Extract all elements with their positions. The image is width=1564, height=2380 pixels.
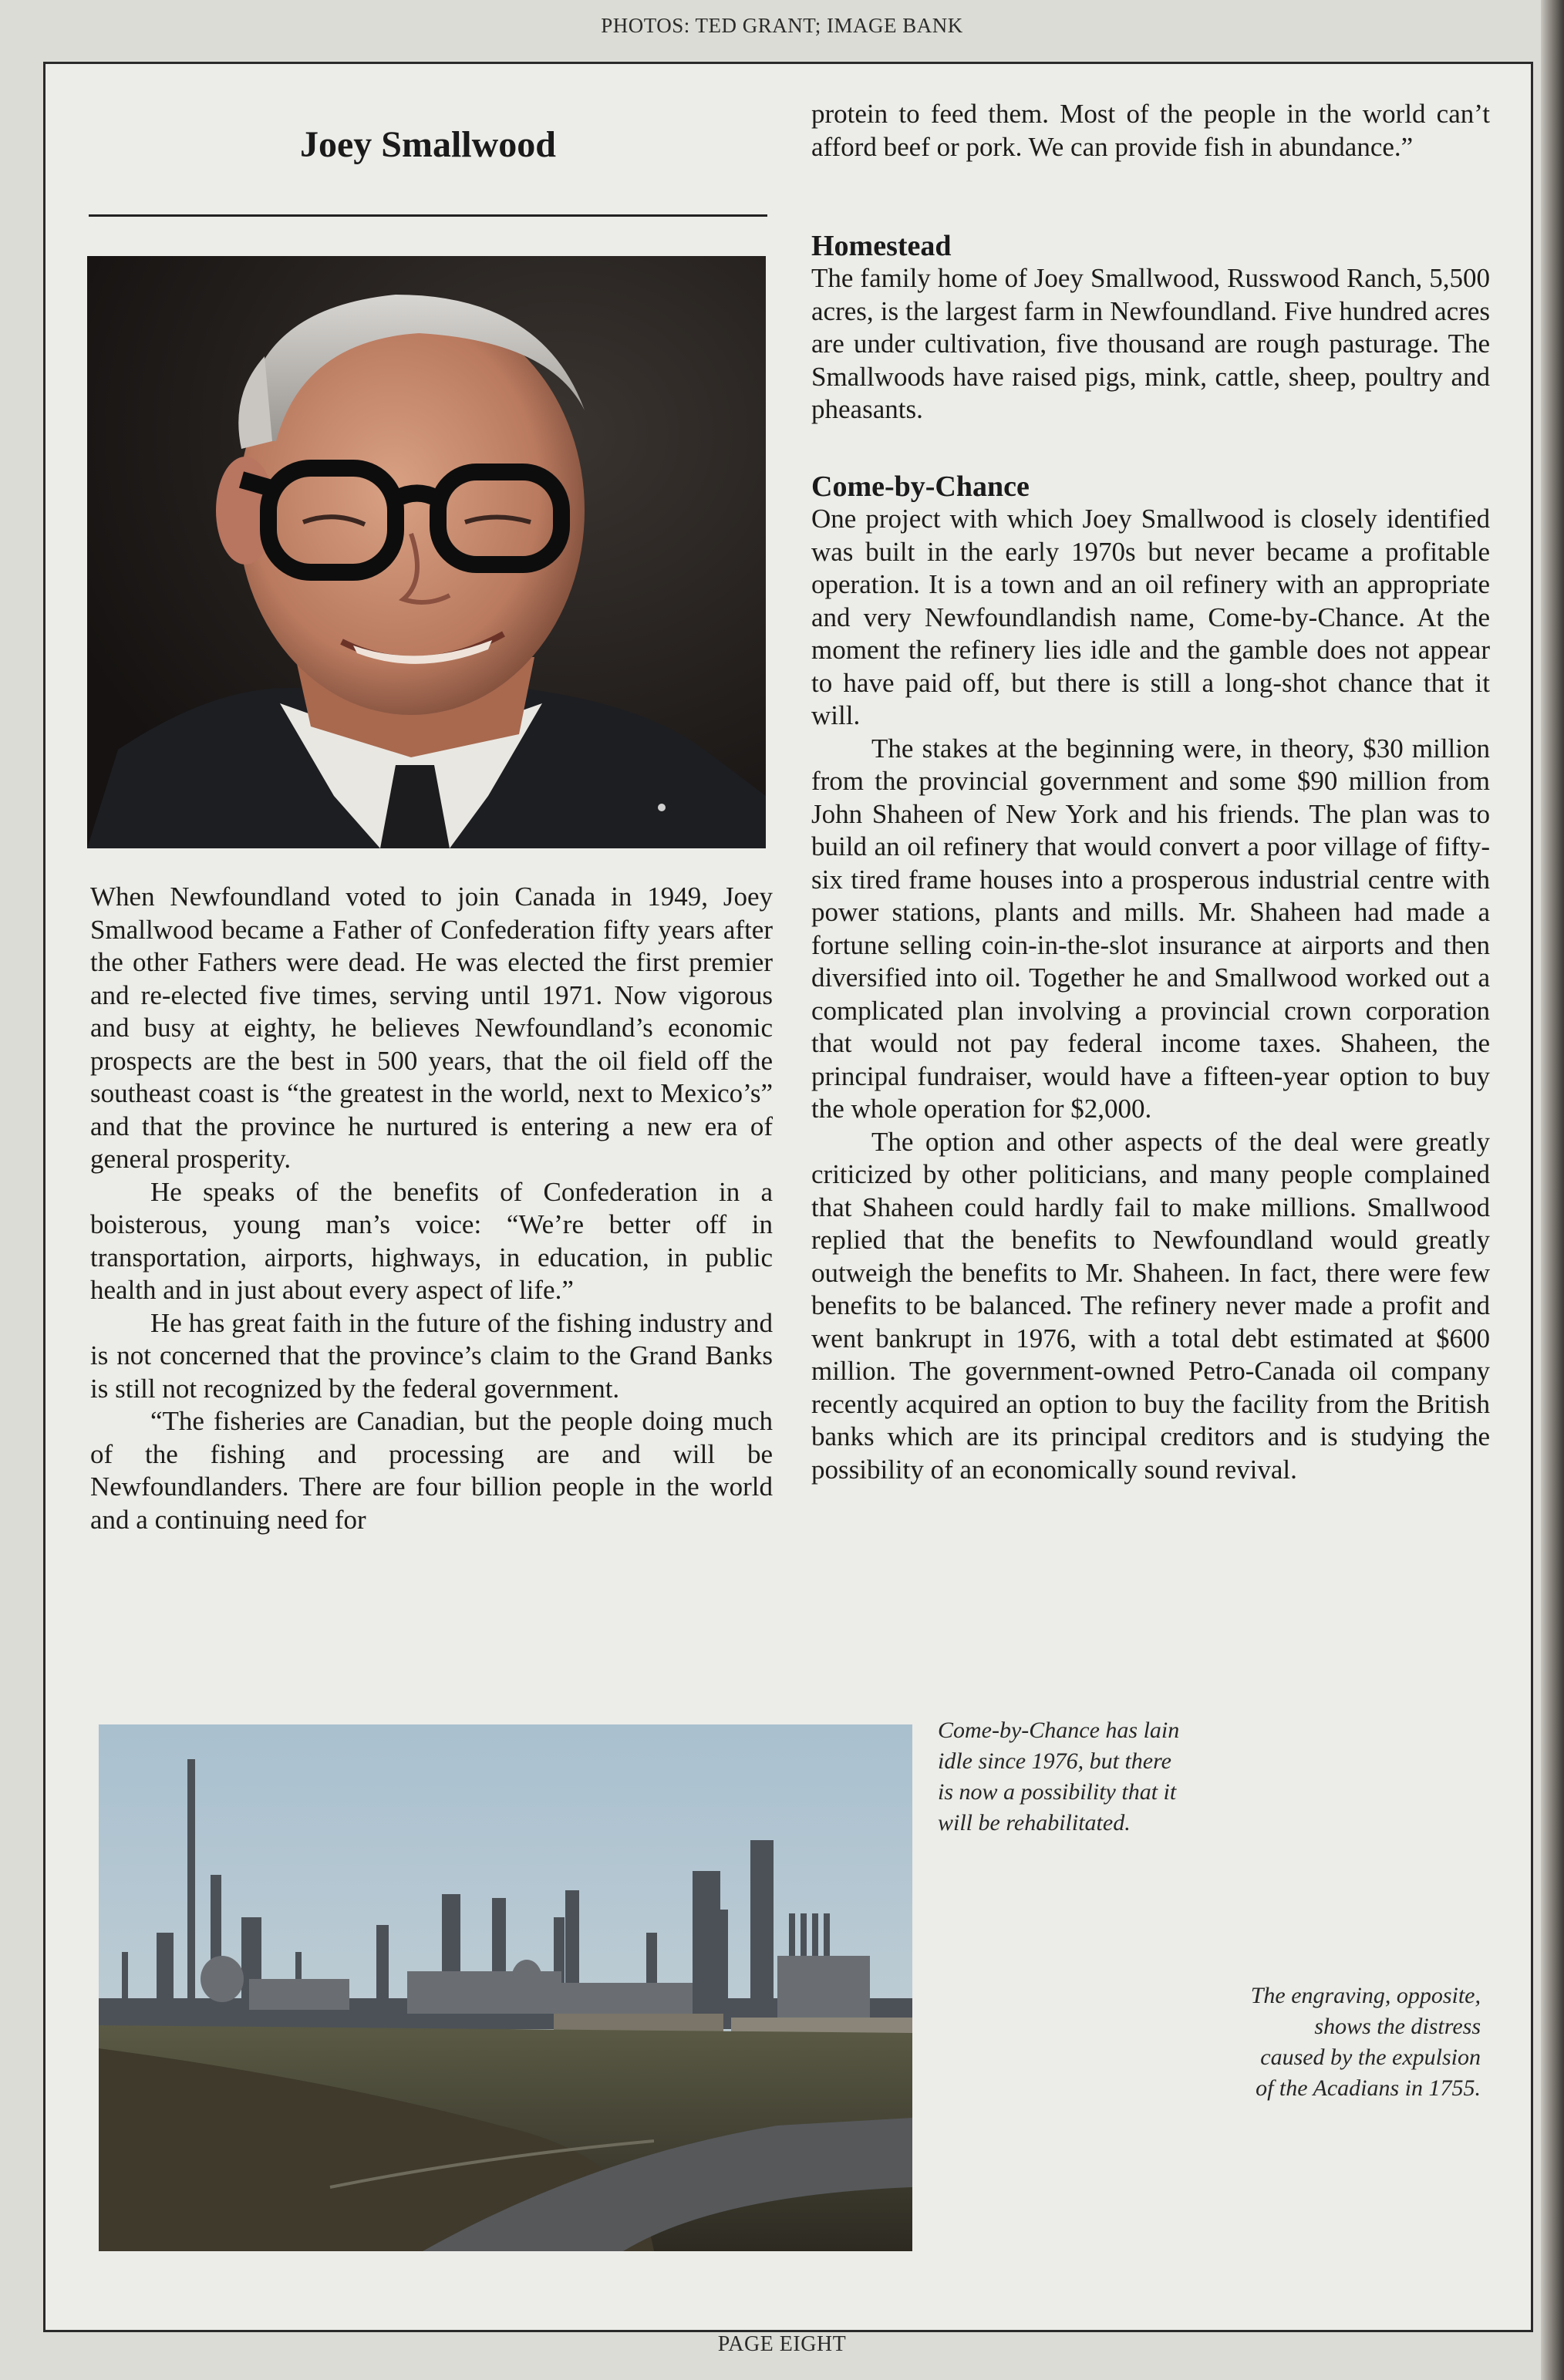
section-heading: Come-by-Chance [811,470,1030,503]
paragraph: He has great faith in the future of the fishing industry and is not concerned that the province’s claim to the Grand Banks is still not recognized by the federal government. [90,1307,773,1404]
paragraph: The family home of Joey Smallwood, Russwood Ranch, 5,500 acres, is the largest farm in Newfoundland. Five hundred acres are under cultivation, five thousand are rough pasturage. The Smallwoods have raised pigs, mink, cattle, sheep, poultry and pheasants. [811,263,1490,424]
photo-credit: PHOTOS: TED GRANT; IMAGE BANK [601,14,963,37]
paragraph: One project with which Joey Smallwood is closely identified was built in the early 1970s but never became a profitable operation. It is a town and an oil refinery with an appropriate and very Newfoundlandish name, Come-by-Chance. At the moment the refinery lies idle and the gamble does not appear to have paid off, but there is still a long-shot chance that it will. [811,504,1490,730]
refinery-caption: Come-by-Chance has lain idle since 1976, but there is now a possibility that it will be rehabilitated. [938,1718,1180,1836]
engraving-caption: The engraving, opposite, shows the distress caused by the expulsion of the Acadians in 1755. [1250,1983,1481,2101]
paragraph: protein to feed them. Most of the people in the world can’t afford beef or pork. We can provide fish in abundance.” [811,99,1490,162]
paragraph: The stakes at the beginning were, in theory, $30 million from the provincial government and some $90 million from John Shaheen of New York and his friends. The plan was to build an oil refinery that would convert a poor village of fifty-six tired frame houses into a prosperous industrial centre with power stations, plants and mills. Mr. Shaheen had made a fortune selling coin-in-the-slot insurance at airports and then diversified into oil. Together he and Smallwood worked out a complicated plan involving a provincial crown corporation that would not pay federal income taxes. Shaheen, the principal fundraiser, would have a fifteen-year option to buy the whole operation for $2,000. [811,733,1490,1124]
right-column-continuation [811,98,1490,163]
refinery-photo-graphic [99,1724,912,2251]
paragraph: When Newfoundland voted to join Canada in 1949, Joey Smallwood became a Father of Confederation fifty years after the other Fathers were dead. He was elected the first premier and re-elected five times, serving until 1971. Now vigorous and busy at eighty, he believes Newfoundland’s economic prospects are the best in 500 years, that the oil field off the southeast coast is “the greatest in the world, next to Mexico’s” and that the province he nurtured is entering a new era of general prosperity. [90,882,773,1174]
portrait-photo [87,256,766,848]
article-title: Joey Smallwood [299,124,556,165]
page-number: PAGE EIGHT [717,2332,847,2356]
portrait-photo-graphic [87,256,766,848]
paragraph: He speaks of the benefits of Confederation in a boisterous, young man’s voice: “We’re better off in transportation, airports, highways, in education, in public health and in just about every aspect of life.” [90,1176,773,1305]
homestead-section [811,230,1490,426]
left-column-text [90,881,773,1536]
title-divider [89,214,767,217]
section-heading: Homestead [811,230,952,262]
book-binding-edge [1541,0,1564,2380]
paragraph: The option and other aspects of the deal were greatly criticized by other politicians, and many people complained that Shaheen could hardly fail to make millions. Smallwood replied that the benefits to Newfoundland would greatly outweigh the benefits to Mr. Shaheen. In fact, there were few benefits to be balanced. The refinery never made a profit and went bankrupt in 1976, with a total debt estimated at $600 million. The government-owned Petro-Canada oil company recently acquired an option to buy the facility from the British banks which are its principal creditors and is studying the possibility of an economically sound revival. [811,1126,1490,1485]
refinery-photo [99,1724,912,2251]
come-by-chance-section [811,470,1490,1486]
paragraph: “The fisheries are Canadian, but the people doing much of the fishing and processing are and will be Newfoundlanders. There are four billion people in the world and a continuing need for [90,1406,773,1535]
